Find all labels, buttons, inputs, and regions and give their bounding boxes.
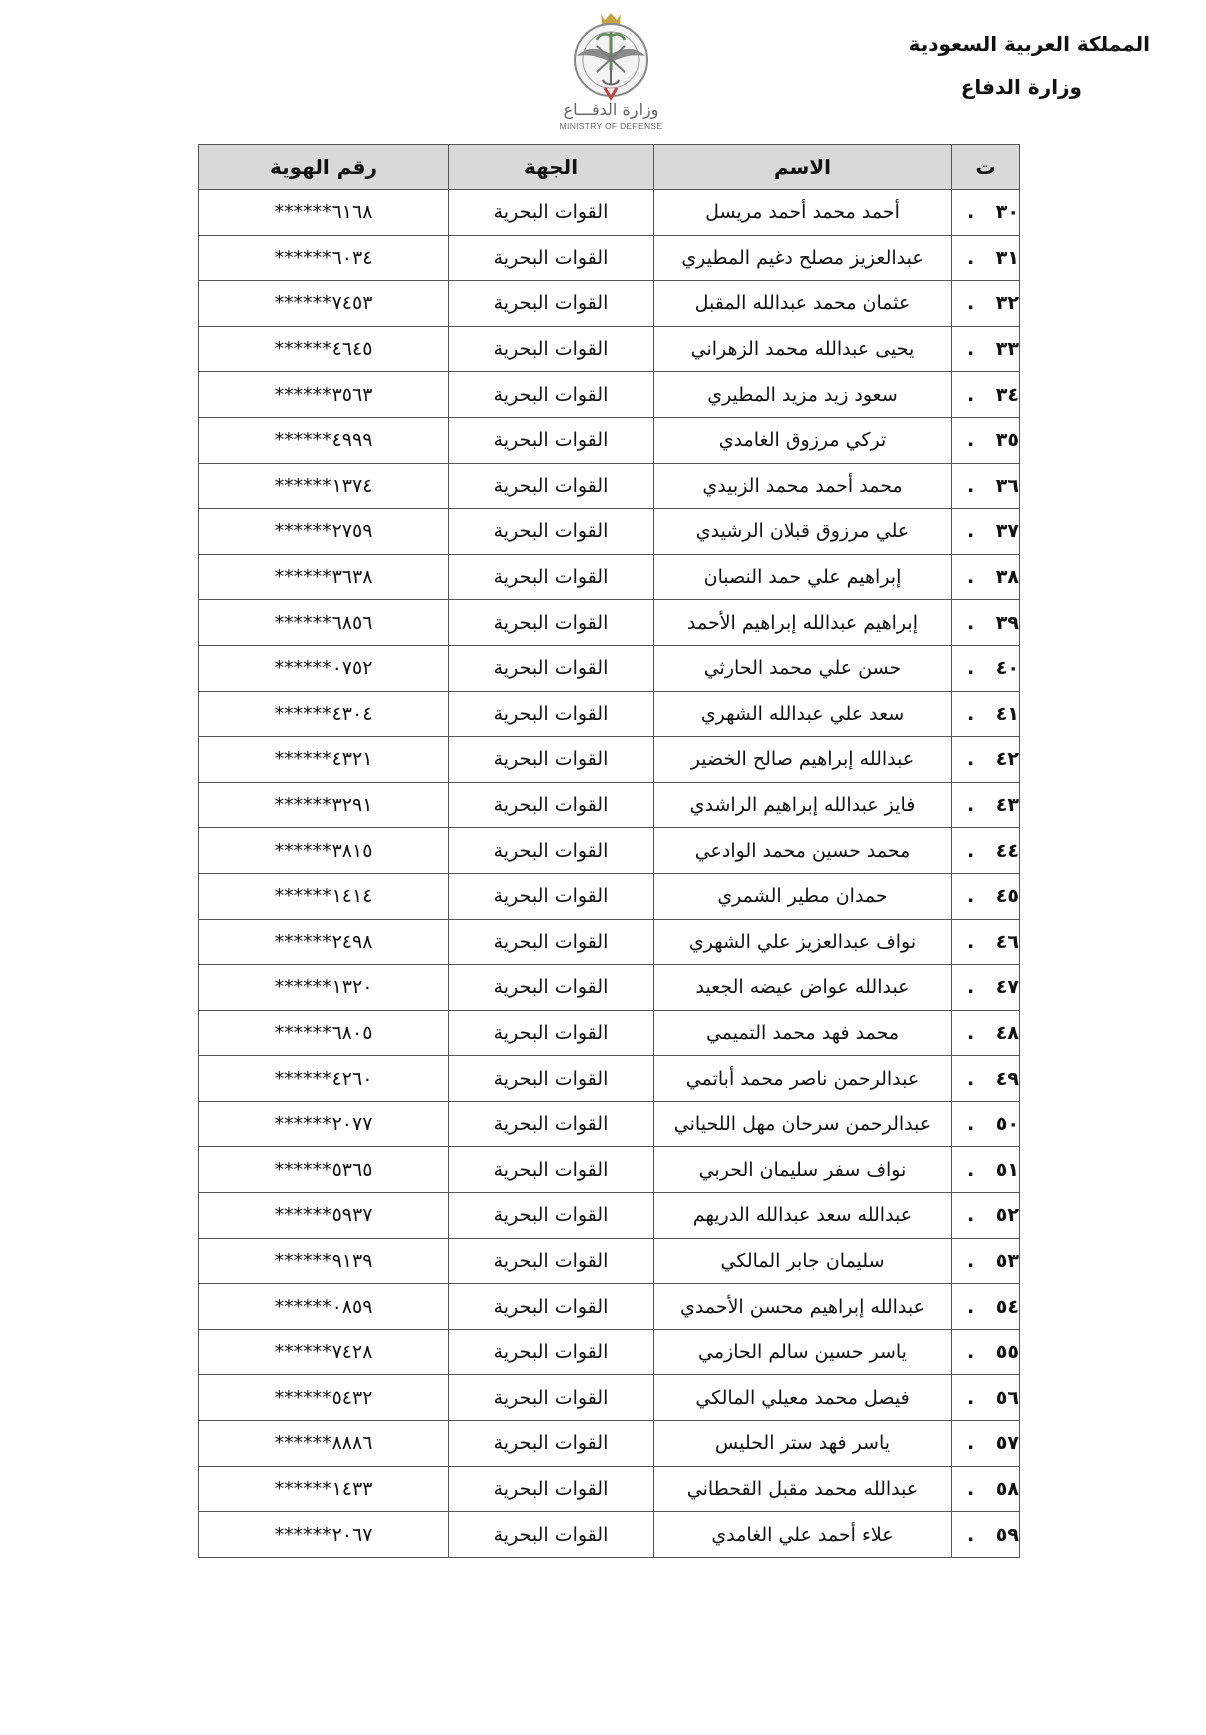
- country-name: المملكة العربية السعودية: [908, 32, 1150, 56]
- department-cell: القوات البحرية: [449, 1238, 654, 1284]
- name-cell: سعود زيد مزيد المطيري: [654, 372, 952, 418]
- department-cell: القوات البحرية: [449, 417, 654, 463]
- department-cell: القوات البحرية: [449, 190, 654, 236]
- row-number: ٣١: [995, 246, 1019, 269]
- department-cell: القوات البحرية: [449, 1512, 654, 1558]
- row-number-cell: [952, 235, 1020, 281]
- id-number: ******٣٢٩١: [274, 794, 373, 817]
- table-row: [199, 1101, 1020, 1147]
- row-number-dot: .: [967, 201, 975, 224]
- row-number-dot: .: [967, 1204, 975, 1227]
- row-number-dot: .: [967, 1249, 975, 1272]
- row-number-cell: [952, 1512, 1020, 1558]
- row-number-cell: [952, 919, 1020, 965]
- row-number-cell: [952, 873, 1020, 919]
- row-number-dot: .: [967, 292, 975, 315]
- row-number-dot: .: [967, 657, 975, 680]
- name-cell: عبدالله إبراهيم محسن الأحمدي: [654, 1284, 952, 1330]
- id-number: ******٩١٣٩: [274, 1249, 373, 1272]
- table-row: [199, 782, 1020, 828]
- id-number: ******٥٤٣٢: [274, 1386, 373, 1409]
- table-row: [199, 1010, 1020, 1056]
- row-number: ٣٧: [995, 520, 1019, 543]
- id-number: ******٦١٦٨: [274, 201, 373, 224]
- row-number: ٤٦: [995, 930, 1019, 953]
- row-number-cell: [952, 509, 1020, 555]
- name-cell: نواف سفر سليمان الحربي: [654, 1147, 952, 1193]
- id-number-cell: [199, 1238, 449, 1284]
- id-number: ******٣٦٣٨: [274, 566, 373, 589]
- department-cell: القوات البحرية: [449, 873, 654, 919]
- row-number-dot: .: [967, 839, 975, 862]
- id-number-cell: [199, 1056, 449, 1102]
- table-row: [199, 1147, 1020, 1193]
- row-number-cell: [952, 372, 1020, 418]
- table-header-row: [199, 145, 1020, 190]
- id-number-cell: [199, 600, 449, 646]
- row-number-cell: [952, 645, 1020, 691]
- row-number-cell: [952, 281, 1020, 327]
- row-number-cell: [952, 1101, 1020, 1147]
- id-number: ******١٣٢٠: [274, 976, 373, 999]
- ministry-name: وزارة الدفاع: [960, 75, 1082, 99]
- id-number: ******٦٨٠٥: [274, 1021, 373, 1044]
- id-number-cell: [199, 326, 449, 372]
- table-row: [199, 1421, 1020, 1467]
- name-cell: ياسر فهد ستر الحليس: [654, 1421, 952, 1467]
- id-number: ******٠٨٥٩: [274, 1295, 373, 1318]
- row-number-cell: [952, 1238, 1020, 1284]
- row-number-dot: .: [967, 1386, 975, 1409]
- table-row: [199, 691, 1020, 737]
- department-cell: القوات البحرية: [449, 645, 654, 691]
- row-number-cell: [952, 828, 1020, 874]
- name-cell: علاء أحمد علي الغامدي: [654, 1512, 952, 1558]
- table-row: [199, 919, 1020, 965]
- table-row: [199, 554, 1020, 600]
- row-number-dot: .: [967, 976, 975, 999]
- table-row: [199, 737, 1020, 783]
- table-row: [199, 1512, 1020, 1558]
- personnel-table: [198, 144, 1020, 1558]
- department-cell: القوات البحرية: [449, 1284, 654, 1330]
- name-cell: عبدالرحمن ناصر محمد أباتمي: [654, 1056, 952, 1102]
- id-number-cell: [199, 372, 449, 418]
- row-number-cell: [952, 463, 1020, 509]
- id-number-cell: [199, 509, 449, 555]
- name-cell: إبراهيم عبدالله إبراهيم الأحمد: [654, 600, 952, 646]
- row-number-dot: .: [967, 748, 975, 771]
- id-number-cell: [199, 1010, 449, 1056]
- row-number: ٤٣: [995, 794, 1019, 817]
- row-number: ٣٢: [995, 292, 1019, 315]
- department-cell: القوات البحرية: [449, 782, 654, 828]
- row-number-cell: [952, 1375, 1020, 1421]
- table-row: [199, 1193, 1020, 1239]
- name-cell: حمدان مطير الشمري: [654, 873, 952, 919]
- name-cell: محمد فهد محمد التميمي: [654, 1010, 952, 1056]
- row-number: ٥٣: [995, 1249, 1019, 1272]
- row-number-dot: .: [967, 383, 975, 406]
- row-number-dot: .: [967, 338, 975, 361]
- department-cell: القوات البحرية: [449, 372, 654, 418]
- row-number-cell: [952, 554, 1020, 600]
- table-row: [199, 873, 1020, 919]
- department-cell: القوات البحرية: [449, 691, 654, 737]
- row-number: ٤٢: [995, 748, 1019, 771]
- ministry-of-defense-logo: [545, 10, 677, 132]
- row-number: ٤٩: [995, 1067, 1019, 1090]
- table-row: [199, 1238, 1020, 1284]
- row-number-dot: .: [967, 1113, 975, 1136]
- table-row: [199, 645, 1020, 691]
- row-number: ٣٥: [995, 429, 1019, 452]
- header-name: الاسم: [654, 145, 952, 190]
- id-number-cell: [199, 281, 449, 327]
- table-row: [199, 417, 1020, 463]
- row-number-cell: [952, 417, 1020, 463]
- table-row: [199, 190, 1020, 236]
- id-number: ******١٤١٤: [274, 885, 373, 908]
- id-number-cell: [199, 1421, 449, 1467]
- row-number-cell: [952, 1193, 1020, 1239]
- id-number-cell: [199, 1193, 449, 1239]
- id-number-cell: [199, 417, 449, 463]
- table-row: [199, 1284, 1020, 1330]
- row-number: ٣٤: [995, 383, 1019, 406]
- name-cell: محمد حسين محمد الوادعي: [654, 828, 952, 874]
- name-cell: إبراهيم علي حمد النصبان: [654, 554, 952, 600]
- row-number-dot: .: [967, 1477, 975, 1500]
- department-cell: القوات البحرية: [449, 965, 654, 1011]
- row-number: ٣٦: [995, 474, 1019, 497]
- row-number: ٤٥: [995, 885, 1019, 908]
- department-cell: القوات البحرية: [449, 326, 654, 372]
- department-cell: القوات البحرية: [449, 235, 654, 281]
- row-number-dot: .: [967, 930, 975, 953]
- id-number-cell: [199, 1466, 449, 1512]
- logo-arabic-text: وزارة الدفـــاع: [563, 100, 659, 119]
- id-number: ******٧٤٢٨: [274, 1341, 373, 1364]
- id-number-cell: [199, 1101, 449, 1147]
- id-number-cell: [199, 1512, 449, 1558]
- row-number-dot: .: [967, 1432, 975, 1455]
- id-number-cell: [199, 190, 449, 236]
- department-cell: القوات البحرية: [449, 1101, 654, 1147]
- department-cell: القوات البحرية: [449, 1421, 654, 1467]
- row-number: ٥٥: [995, 1341, 1019, 1364]
- row-number-dot: .: [967, 1158, 975, 1181]
- id-number: ******٨٨٨٦: [274, 1432, 373, 1455]
- id-number-cell: [199, 828, 449, 874]
- header-dept: الجهة: [449, 145, 654, 190]
- department-cell: القوات البحرية: [449, 1147, 654, 1193]
- name-cell: عثمان محمد عبدالله المقبل: [654, 281, 952, 327]
- id-number: ******٦٨٥٦: [274, 611, 373, 634]
- department-cell: القوات البحرية: [449, 1056, 654, 1102]
- id-number-cell: [199, 737, 449, 783]
- id-number-cell: [199, 1147, 449, 1193]
- id-number: ******٠٧٥٢: [274, 657, 373, 680]
- department-cell: القوات البحرية: [449, 1193, 654, 1239]
- id-number-cell: [199, 1329, 449, 1375]
- row-number-cell: [952, 965, 1020, 1011]
- name-cell: سعد علي عبدالله الشهري: [654, 691, 952, 737]
- row-number-dot: .: [967, 611, 975, 634]
- department-cell: القوات البحرية: [449, 919, 654, 965]
- row-number-dot: .: [967, 1295, 975, 1318]
- id-number-cell: [199, 235, 449, 281]
- row-number-cell: [952, 691, 1020, 737]
- id-number: ******٤٩٩٩: [274, 429, 373, 452]
- id-number: ******٢٧٥٩: [274, 520, 373, 543]
- row-number-cell: [952, 782, 1020, 828]
- table-row: [199, 1466, 1020, 1512]
- department-cell: القوات البحرية: [449, 600, 654, 646]
- row-number-dot: .: [967, 474, 975, 497]
- name-cell: تركي مرزوق الغامدي: [654, 417, 952, 463]
- row-number: ٤٠: [995, 657, 1019, 680]
- row-number: ٥٠: [995, 1113, 1019, 1136]
- department-cell: القوات البحرية: [449, 509, 654, 555]
- row-number: ٥٧: [995, 1432, 1019, 1455]
- name-cell: أحمد محمد أحمد مريسل: [654, 190, 952, 236]
- row-number: ٣٣: [995, 338, 1019, 361]
- id-number: ******١٣٧٤: [274, 474, 373, 497]
- name-cell: علي مرزوق قبلان الرشيدي: [654, 509, 952, 555]
- id-number-cell: [199, 782, 449, 828]
- row-number-cell: [952, 600, 1020, 646]
- row-number-cell: [952, 1329, 1020, 1375]
- id-number: ******٢٠٧٧: [274, 1113, 373, 1136]
- department-cell: القوات البحرية: [449, 463, 654, 509]
- row-number: ٥٦: [995, 1386, 1019, 1409]
- name-cell: محمد أحمد محمد الزبيدي: [654, 463, 952, 509]
- table-row: [199, 1329, 1020, 1375]
- department-cell: القوات البحرية: [449, 1329, 654, 1375]
- name-cell: نواف عبدالعزيز علي الشهري: [654, 919, 952, 965]
- department-cell: القوات البحرية: [449, 828, 654, 874]
- row-number: ٤٧: [995, 976, 1019, 999]
- name-cell: ياسر حسين سالم الحازمي: [654, 1329, 952, 1375]
- department-cell: القوات البحرية: [449, 1010, 654, 1056]
- table-row: [199, 1056, 1020, 1102]
- id-number: ******٤٣٠٤: [274, 702, 373, 725]
- table-row: [199, 235, 1020, 281]
- row-number: ٤٨: [995, 1021, 1019, 1044]
- id-number-cell: [199, 1284, 449, 1330]
- department-cell: القوات البحرية: [449, 281, 654, 327]
- row-number-dot: .: [967, 1021, 975, 1044]
- department-cell: القوات البحرية: [449, 554, 654, 600]
- row-number-dot: .: [967, 702, 975, 725]
- id-number: ******٢٤٩٨: [274, 930, 373, 953]
- row-number: ٣٠: [995, 201, 1019, 224]
- name-cell: يحيى عبدالله محمد الزهراني: [654, 326, 952, 372]
- row-number-cell: [952, 1147, 1020, 1193]
- id-number-cell: [199, 645, 449, 691]
- row-number: ٥١: [995, 1158, 1019, 1181]
- name-cell: سليمان جابر المالكي: [654, 1238, 952, 1284]
- id-number: ******٥٩٣٧: [274, 1204, 373, 1227]
- row-number-dot: .: [967, 1067, 975, 1090]
- id-number: ******٤٢٦٠: [274, 1067, 373, 1090]
- row-number: ٤٤: [995, 839, 1019, 862]
- table-row: [199, 509, 1020, 555]
- id-number: ******٣٨١٥: [274, 839, 373, 862]
- table-row: [199, 1375, 1020, 1421]
- row-number-dot: .: [967, 566, 975, 589]
- name-cell: حسن علي محمد الحارثي: [654, 645, 952, 691]
- row-number-dot: .: [967, 246, 975, 269]
- id-number: ******٤٦٤٥: [274, 338, 373, 361]
- row-number-dot: .: [967, 1341, 975, 1364]
- id-number: ******٥٣٦٥: [274, 1158, 373, 1181]
- name-cell: عبدالله إبراهيم صالح الخضير: [654, 737, 952, 783]
- id-number-cell: [199, 873, 449, 919]
- row-number: ٥٤: [995, 1295, 1019, 1318]
- row-number-cell: [952, 190, 1020, 236]
- table-row: [199, 281, 1020, 327]
- id-number: ******٧٤٥٣: [274, 292, 373, 315]
- id-number: ******٤٣٢١: [274, 748, 373, 771]
- row-number: ٥٩: [995, 1523, 1019, 1546]
- name-cell: عبدالله عواض عيضه الجعيد: [654, 965, 952, 1011]
- row-number-cell: [952, 737, 1020, 783]
- id-number-cell: [199, 691, 449, 737]
- header-num: ت: [952, 145, 1020, 190]
- table-row: [199, 965, 1020, 1011]
- logo-english-text: MINISTRY OF DEFENSE: [559, 121, 663, 131]
- id-number: ******٣٥٦٣: [274, 383, 373, 406]
- row-number-cell: [952, 1421, 1020, 1467]
- row-number: ٤١: [995, 702, 1019, 725]
- row-number-dot: .: [967, 429, 975, 452]
- department-cell: القوات البحرية: [449, 1466, 654, 1512]
- row-number: ٣٨: [995, 566, 1019, 589]
- table-row: [199, 463, 1020, 509]
- row-number-cell: [952, 1056, 1020, 1102]
- id-number: ******٦٠٣٤: [274, 246, 373, 269]
- id-number: ******١٤٣٣: [274, 1477, 373, 1500]
- row-number-dot: .: [967, 885, 975, 908]
- row-number-dot: .: [967, 520, 975, 543]
- table-row: [199, 372, 1020, 418]
- row-number-cell: [952, 1466, 1020, 1512]
- name-cell: عبدالعزيز مصلح دغيم المطيري: [654, 235, 952, 281]
- id-number-cell: [199, 965, 449, 1011]
- row-number: ٣٩: [995, 611, 1019, 634]
- row-number: ٥٢: [995, 1204, 1019, 1227]
- name-cell: عبدالله سعد عبدالله الدريهم: [654, 1193, 952, 1239]
- id-number: ******٢٠٦٧: [274, 1523, 373, 1546]
- row-number-cell: [952, 1284, 1020, 1330]
- name-cell: فايز عبدالله إبراهيم الراشدي: [654, 782, 952, 828]
- department-cell: القوات البحرية: [449, 1375, 654, 1421]
- row-number: ٥٨: [995, 1477, 1019, 1500]
- name-cell: فيصل محمد معيلي المالكي: [654, 1375, 952, 1421]
- row-number-cell: [952, 1010, 1020, 1056]
- id-number-cell: [199, 463, 449, 509]
- id-number-cell: [199, 554, 449, 600]
- name-cell: عبدالرحمن سرحان مهل اللحياني: [654, 1101, 952, 1147]
- table-row: [199, 326, 1020, 372]
- header-id: رقم الهوية: [199, 145, 449, 190]
- table-row: [199, 600, 1020, 646]
- row-number-dot: .: [967, 1523, 975, 1546]
- row-number-dot: .: [967, 794, 975, 817]
- id-number-cell: [199, 919, 449, 965]
- name-cell: عبدالله محمد مقبل القحطاني: [654, 1466, 952, 1512]
- department-cell: القوات البحرية: [449, 737, 654, 783]
- table-row: [199, 828, 1020, 874]
- row-number-cell: [952, 326, 1020, 372]
- id-number-cell: [199, 1375, 449, 1421]
- emblem-icon: [545, 10, 677, 102]
